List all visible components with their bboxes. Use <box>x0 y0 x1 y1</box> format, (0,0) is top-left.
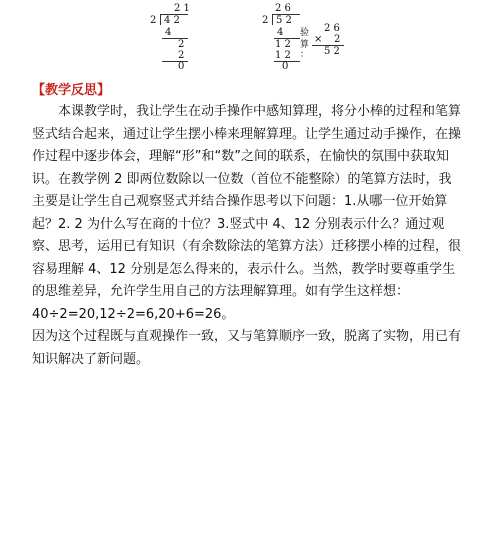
check-multiplication <box>300 20 360 60</box>
division-bracket <box>272 14 273 25</box>
remainder: 0 <box>282 61 289 72</box>
top-number: 2 6 <box>324 23 340 34</box>
multiplier: 2 <box>334 34 341 45</box>
step-2: 2 <box>178 39 185 50</box>
step-3: 2 <box>178 50 185 61</box>
step-3: 1 2 <box>275 50 291 61</box>
quotient: 2 1 <box>174 3 190 14</box>
step-1: 4 <box>277 27 284 38</box>
quotient: 2 6 <box>275 3 291 14</box>
product: 5 2 <box>324 46 340 57</box>
remainder: 0 <box>178 61 185 72</box>
dividend: 4 2 <box>164 15 180 26</box>
paragraph-1: 本课教学时，我让学生在动手操作中感知算理，将分小棒的过程和笔算竖式结合起来，通过让学生摆小棒来理解算理。让学生通过动手操作，在操作过程中逐步体会，理解“形”和“数”之间的联系，在愉快的氛围中获取知识。在教学例 2 即两位数除以一位数（首位不能整除）的笔算方法时，我主要是让学生自己观察竖式并结合操作思考以下问题：1.从哪一位开始算起？2. 2 为什么写在商的十位？3.竖式中 4、12 分别表示什么？通过观察、思考，运用已有知识（有余数除法的笔算方法）迁移摆小棒的过程，很容易理解 4、12 分别是怎么得来的，表示什么。当然，教学时要尊重学生的思维差异，允许学生用自己的方法理解算理。如有学生这样想：40÷2=20,12÷2=6,20+6=26。 <box>32 104 462 322</box>
times-sign: × <box>314 34 323 45</box>
check-colon: ： <box>300 50 310 60</box>
long-division-42-by-2 <box>150 3 200 72</box>
divisor: 2 <box>150 15 157 26</box>
section-title: 【教学反思】 <box>32 83 111 98</box>
dividend: 5 2 <box>276 15 292 26</box>
check-label-top: 验 <box>300 28 310 38</box>
step-2: 1 2 <box>275 39 291 50</box>
paragraph-2: 因为这个过程既与直观操作一致，又与笔算顺序一致，脱离了实物，用已有知识解决了新问题。 <box>32 329 462 367</box>
division-bracket <box>160 14 161 25</box>
divisor: 2 <box>262 15 269 26</box>
step-1: 4 <box>165 27 172 38</box>
check-label-bottom: 算 <box>300 40 310 50</box>
reflection-body <box>32 101 462 371</box>
